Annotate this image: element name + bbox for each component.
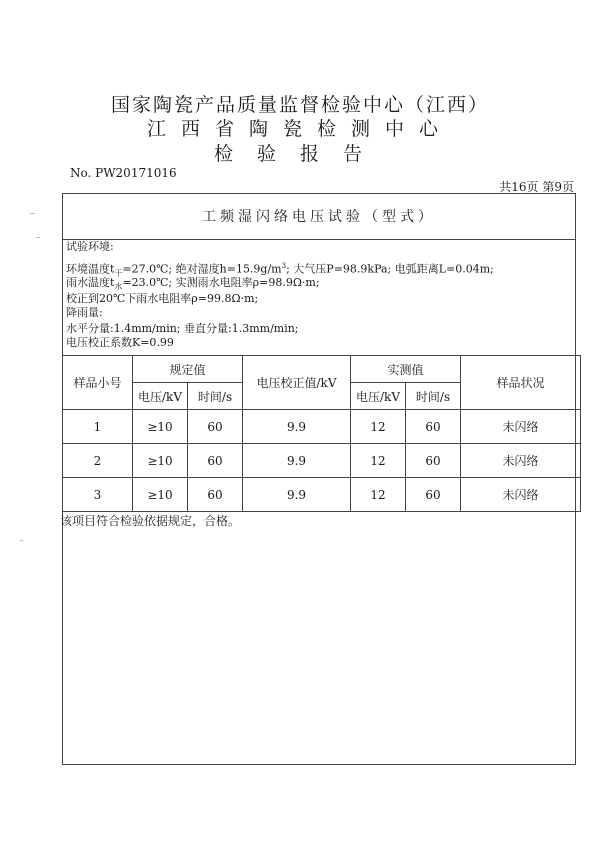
test-title: 工频湿闪络电压试验（型式） <box>63 194 575 240</box>
scan-speck <box>36 237 40 238</box>
env-line-2-sub: 水 <box>114 282 123 292</box>
cell-sample-no: 2 <box>63 444 133 478</box>
col-meas-voltage: 电压/kV <box>351 383 406 410</box>
cell-sample-no: 1 <box>63 410 133 444</box>
cell-status: 未闪络 <box>461 444 581 478</box>
scan-speck <box>20 540 23 541</box>
correction-factor: 电压校正系数K=0.99 <box>66 336 174 349</box>
cell-spec-time: 60 <box>188 444 243 478</box>
col-specified: 规定值 <box>133 356 243 383</box>
results-table <box>62 355 581 512</box>
col-status: 样品状况 <box>461 356 581 410</box>
col-measured: 实测值 <box>351 356 461 383</box>
cell-status: 未闪络 <box>461 478 581 512</box>
document-number: No. PW20171016 <box>70 166 177 180</box>
cell-corrected: 9.9 <box>243 444 351 478</box>
header-title-line2: 江西省陶瓷检测中心 <box>146 118 453 140</box>
col-corrected: 电压校正值/kV <box>243 356 351 410</box>
cell-spec-voltage: ≥10 <box>133 478 188 512</box>
table-row <box>63 444 581 478</box>
cell-status: 未闪络 <box>461 410 581 444</box>
rain-line: 水平分量:1.4mm/min; 垂直分量:1.3mm/min; <box>66 322 299 335</box>
env-line-1-mid: =27.0℃; 绝对湿度h=15.9g/m <box>122 262 282 276</box>
header-title-line1: 国家陶瓷产品质量监督检验中心（江西） <box>110 94 489 116</box>
env-line-2-post: =23.0℃; 实测雨水电阻率ρ=98.9Ω·m; <box>122 276 320 289</box>
cell-spec-time: 60 <box>188 478 243 512</box>
env-line-1-post: ; 大气压P=98.9kPa; 电弧距离L=0.04m; <box>286 262 494 276</box>
col-meas-time: 时间/s <box>406 383 461 410</box>
cell-spec-voltage: ≥10 <box>133 410 188 444</box>
env-heading: 试验环境: <box>66 240 114 253</box>
rain-heading: 降雨量: <box>66 306 103 319</box>
env-line-1-pre: 环境温度t <box>66 262 115 276</box>
header-title-line3: 检验报告 <box>213 143 386 165</box>
table-row <box>63 478 581 512</box>
cell-sample-no: 3 <box>63 478 133 512</box>
table-row <box>63 410 581 444</box>
col-spec-time: 时间/s <box>188 383 243 410</box>
cell-meas-time: 60 <box>406 444 461 478</box>
scan-speck <box>30 213 35 214</box>
env-line-3: 校正到20℃下雨水电阻率ρ=99.8Ω·m; <box>66 292 259 305</box>
cell-spec-voltage: ≥10 <box>133 444 188 478</box>
cell-corrected: 9.9 <box>243 478 351 512</box>
col-spec-voltage: 电压/kV <box>133 383 188 410</box>
page-info: 共16页 第9页 <box>499 180 574 194</box>
cell-meas-time: 60 <box>406 410 461 444</box>
env-line-2-pre: 雨水温度t <box>66 276 115 289</box>
cell-meas-time: 60 <box>406 478 461 512</box>
env-line-1-sub: 干 <box>114 268 123 278</box>
cell-corrected: 9.9 <box>243 410 351 444</box>
cell-spec-time: 60 <box>188 410 243 444</box>
col-sample-no: 样品小号 <box>63 356 133 410</box>
cell-meas-voltage: 12 <box>351 410 406 444</box>
env-line-1-sup: 3 <box>281 262 287 270</box>
conclusion-text: 该项目符合检验依据规定，合格。 <box>60 514 241 528</box>
cell-meas-voltage: 12 <box>351 444 406 478</box>
cell-meas-voltage: 12 <box>351 478 406 512</box>
